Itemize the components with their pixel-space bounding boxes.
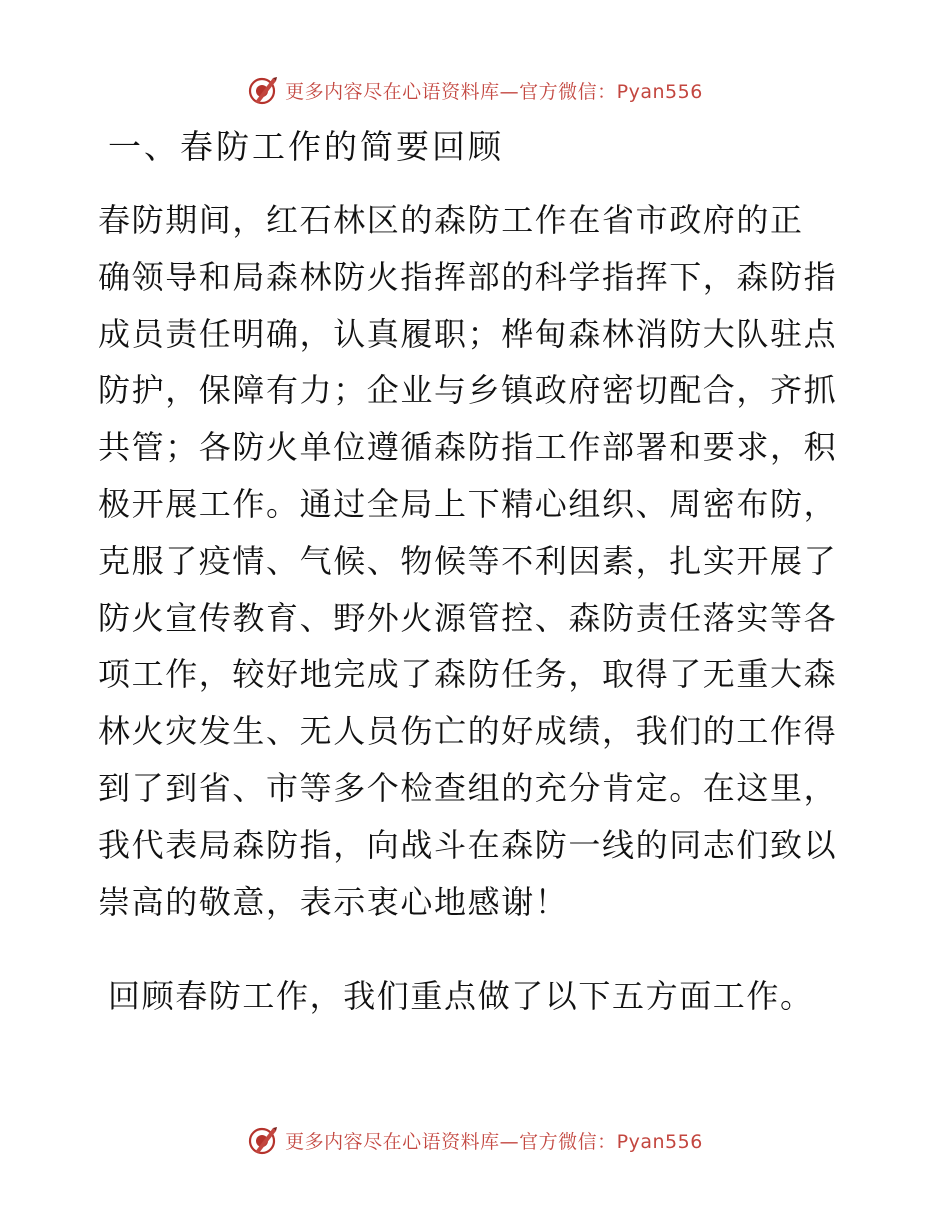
paragraph-line: 防火宣传教育、野外火源管控、森防责任落实等各 (98, 598, 838, 637)
watermark-text: 更多内容尽在心语资料库—官方微信：Pyan556 (285, 1130, 703, 1153)
section-heading: 一、春防工作的简要回顾 (108, 127, 504, 166)
paragraph-line: 到了到省、市等多个检查组的充分肯定。在这里， (98, 768, 838, 807)
paragraph-line: 防护，保障有力；企业与乡镇政府密切配合，齐抓 (98, 371, 838, 410)
watermark-header (0, 70, 950, 110)
paragraph-line: 确领导和局森林防火指挥部的科学指挥下，森防指 (98, 257, 838, 296)
paragraph-line: 克服了疫情、气候、物候等不利因素，扎实开展了 (98, 541, 838, 580)
paragraph-line: 林火灾发生、无人员伤亡的好成绩，我们的工作得 (98, 712, 838, 751)
pen-logo-icon (247, 74, 279, 106)
watermark-footer (0, 1120, 950, 1160)
paragraph-line: 春防期间，红石林区的森防工作在省市政府的正 (98, 201, 804, 239)
paragraph-line: 崇高的敬意，表示衷心地感谢！ (98, 882, 569, 921)
paragraph-line: 成员责任明确，认真履职；桦甸森林消防大队驻点 (98, 314, 838, 353)
paragraph-line: 共管；各防火单位遵循森防指工作部署和要求，积 (98, 428, 838, 467)
paragraph-line: 极开展工作。通过全局上下精心组织、周密布防， (98, 484, 838, 523)
watermark-text: 更多内容尽在心语资料库—官方微信：Pyan556 (285, 80, 703, 103)
paragraph-line: 我代表局森防指，向战斗在森防一线的同志们致以 (98, 825, 838, 864)
paragraph-line: 项工作，较好地完成了森防任务，取得了无重大森 (98, 655, 838, 694)
paragraph-line: 回顾春防工作，我们重点做了以下五方面工作。 (108, 977, 814, 1015)
body-paragraph (98, 192, 858, 930)
summary-paragraph (108, 968, 868, 1025)
pen-logo-icon (247, 1124, 279, 1156)
